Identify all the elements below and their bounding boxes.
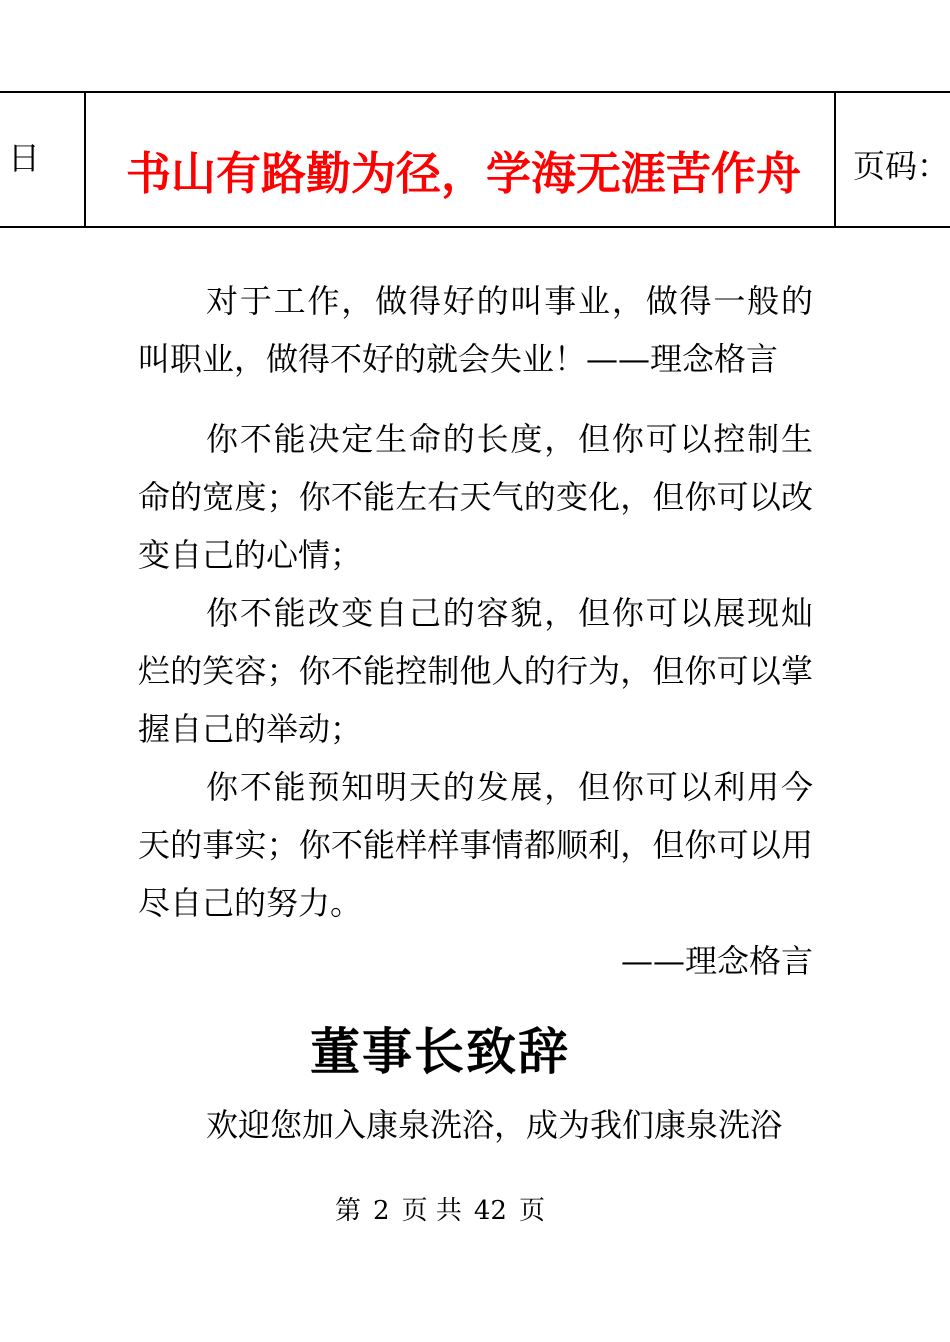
footer-middle: 页 共 (401, 1196, 462, 1226)
quote-work: 对于工作，做得好的叫事业，做得一般的叫职业，做得不好的就会失业！——理念格言 (138, 282, 813, 378)
section-title: 董事长致辞 (310, 1022, 570, 1081)
footer-suffix: 页 (518, 1196, 545, 1226)
quote-life-para-1: 你不能决定生命的长度，但你可以控制生命的宽度；你不能左右天气的变化，但你可以改变自己的心情； (138, 420, 813, 574)
header-date-fragment: 日 (7, 139, 40, 177)
header-page-cell (836, 93, 950, 226)
header-date-cell (0, 93, 86, 226)
quote-signature: ——理念格言 (620, 942, 813, 980)
footer-total-pages: 42 (473, 1196, 507, 1226)
quote-life-para-2: 你不能改变自己的容貌，但你可以展现灿烂的笑容；你不能控制他人的行为，但你可以掌握自己的举动； (138, 594, 813, 748)
header-motto: 书山有路勤为径，学海无涯苦作舟 (126, 147, 802, 200)
header-motto-cell (86, 93, 836, 226)
section-opening-text: 欢迎您加入康泉洗浴，成为我们康泉洗浴 (206, 1106, 783, 1144)
header-table (0, 91, 950, 228)
footer-current-page: 2 (373, 1196, 390, 1226)
quote-life-para-3: 你不能预知明天的发展，但你可以利用今天的事实；你不能样样事情都顺利，但你可以用尽自己的努力。 (138, 768, 813, 922)
footer-prefix: 第 (335, 1196, 362, 1226)
header-page-label: 页码： (853, 147, 950, 185)
document-body (138, 272, 813, 990)
page-footer (0, 1190, 880, 1227)
